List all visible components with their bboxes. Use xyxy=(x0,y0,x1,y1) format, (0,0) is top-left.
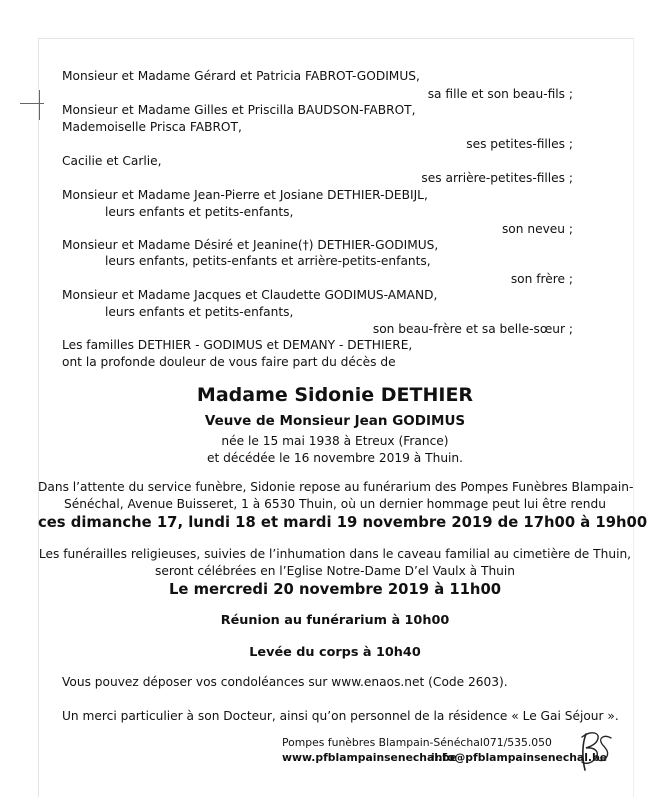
family-line: Monsieur et Madame Gérard et Patricia FABROT-GODIMUS, xyxy=(62,69,420,83)
relation-label: sa fille et son beau-fils ; xyxy=(427,87,573,101)
levee-time: Levée du corps à 10h40 xyxy=(249,645,421,660)
funeral-date: Le mercredi 20 novembre 2019 à 11h00 xyxy=(168,581,502,598)
thanks-line: Un merci particulier à son Docteur, ainsi qu’on personnel de la résidence « Le Gai Séjour ». xyxy=(62,709,619,723)
funerarium-line: Dans l’attente du service funèbre, Sidonie repose au funérarium des Pompes Funèbres Blampain- xyxy=(38,480,634,494)
footer-phone: 071/535.050 xyxy=(483,736,552,749)
widow-line: Veuve de Monsieur Jean GODIMUS xyxy=(204,413,466,429)
footer-email: info@pfblampainsenechal.be xyxy=(431,751,608,764)
condolences-line: Vous pouvez déposer vos condoléances sur www.enaos.net (Code 2603). xyxy=(62,675,508,689)
funeral-line: Les funérailles religieuses, suivies de l’inhumation dans le caveau familial au cimetière de Thuin, xyxy=(38,547,632,561)
family-line: leurs enfants et petits-enfants, xyxy=(105,205,294,219)
relation-label: son neveu ; xyxy=(501,222,573,236)
crop-mark xyxy=(39,90,40,120)
relation-label: ses arrière-petites-filles ; xyxy=(421,171,573,185)
family-line: Cacilie et Carlie, xyxy=(62,154,162,168)
funeral-line: seront célébrées en l’Eglise Notre-Dame D’el Vaulx à Thuin xyxy=(155,564,515,578)
family-line: leurs enfants et petits-enfants, xyxy=(105,305,294,319)
deceased-name: Madame Sidonie DETHIER xyxy=(196,384,474,406)
family-line: Monsieur et Madame Désiré et Jeanine(†) DETHIER-GODIMUS, xyxy=(62,238,439,252)
relation-label: son frère ; xyxy=(510,272,573,286)
family-line: Monsieur et Madame Jean-Pierre et Josiane DETHIER-DEBIJL, xyxy=(62,188,428,202)
family-line: leurs enfants, petits-enfants et arrière-petits-enfants, xyxy=(105,254,431,268)
meeting-time: Réunion au funérarium à 10h00 xyxy=(220,613,450,628)
family-line: Monsieur et Madame Jacques et Claudette GODIMUS-AMAND, xyxy=(62,288,438,302)
family-line: Mademoiselle Prisca FABROT, xyxy=(62,120,242,134)
death-line: et décédée le 16 novembre 2019 à Thuin. xyxy=(206,451,464,465)
crop-mark xyxy=(20,103,44,104)
birth-line: née le 15 mai 1938 à Etreux (France) xyxy=(221,434,449,448)
relation-label: ses petites-filles ; xyxy=(466,137,573,151)
family-line: Monsieur et Madame Gilles et Priscilla BAUDSON-FABROT, xyxy=(62,103,416,117)
funerarium-line: Sénéchal, Avenue Buisseret, 1 à 6530 Thuin, où un dernier hommage peut lui être rendu xyxy=(64,497,606,511)
family-line: Les familles DETHIER - GODIMUS et DEMANY - DETHIERE, xyxy=(62,338,413,352)
footer-company: Pompes funèbres Blampain-Sénéchal xyxy=(282,736,483,749)
footer-website: www.pfblampainsenechal.be xyxy=(282,751,458,764)
relation-label: son beau-frère et sa belle-sœur ; xyxy=(372,322,573,336)
family-line: ont la profonde douleur de vous faire part du décès de xyxy=(62,355,396,369)
funeral-home-logo xyxy=(576,728,616,774)
visiting-dates: ces dimanche 17, lundi 18 et mardi 19 novembre 2019 de 17h00 à 19h00 xyxy=(38,514,648,531)
